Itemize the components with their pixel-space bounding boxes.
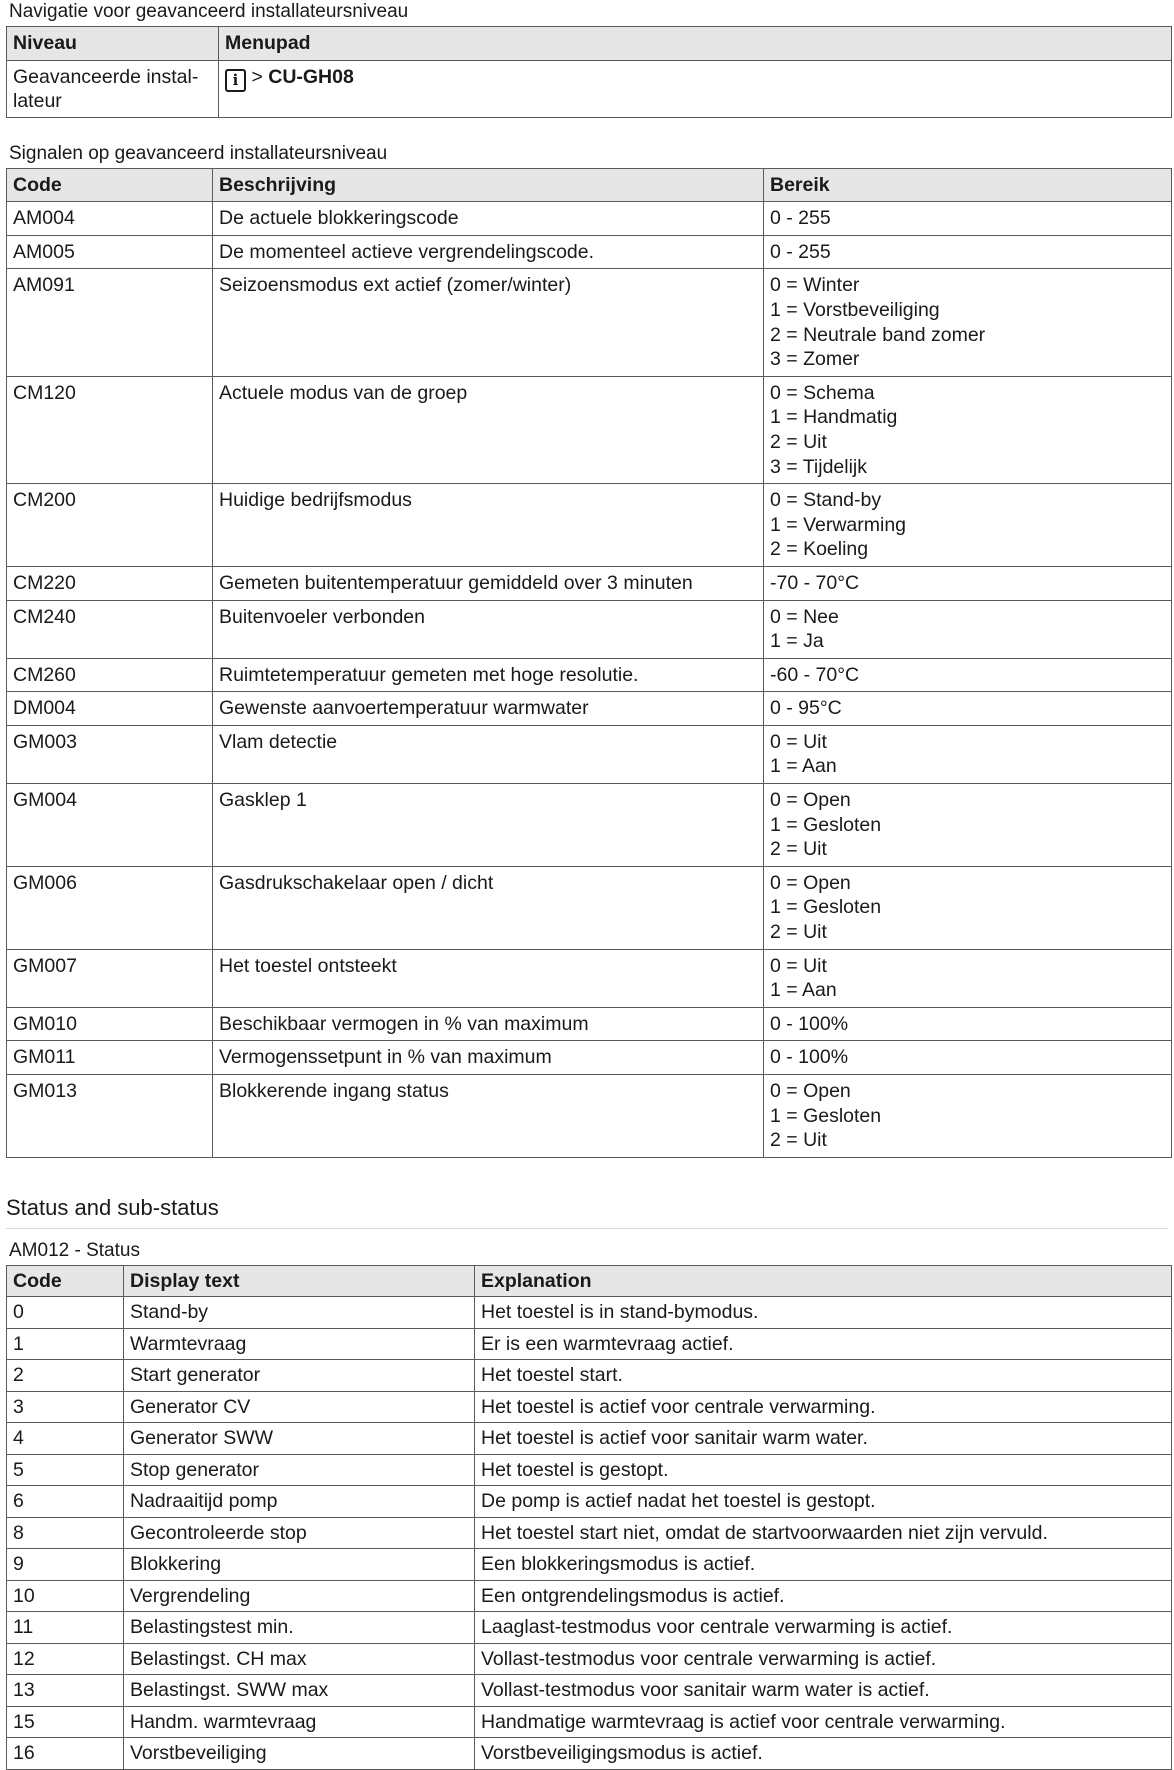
display-text-cell: Start generator [124, 1360, 475, 1392]
range-cell [764, 269, 1172, 376]
code-cell: AM004 [7, 202, 213, 236]
display-text-cell: Belastingst. CH max [124, 1643, 475, 1675]
status-caption: AM012 - Status [9, 1239, 140, 1261]
range-value: 2 = Uit [770, 1129, 827, 1152]
code-cell: GM013 [7, 1075, 213, 1158]
range-value: 3 = Tijdelijk [770, 455, 868, 478]
table-row [7, 1391, 1172, 1423]
header-beschrijving: Beschrijving [213, 168, 764, 202]
status-table [6, 1265, 1172, 1770]
display-text-cell: Belastingst. SWW max [124, 1675, 475, 1707]
display-text-cell: Stand-by [124, 1297, 475, 1329]
range-cell [764, 202, 1172, 236]
range-cell [764, 484, 1172, 567]
range-value: 2 = Koeling [770, 538, 869, 561]
explanation-cell: Laaglast-testmodus voor centrale verwarming is actief. [475, 1612, 1172, 1644]
description-cell: Het toestel ontsteekt [213, 949, 764, 1007]
table-row [7, 1643, 1172, 1675]
table-row [7, 1423, 1172, 1455]
range-value: 0 - 255 [770, 240, 831, 263]
display-text-cell: Vergrendeling [124, 1580, 475, 1612]
table-row [7, 1517, 1172, 1549]
table-row [7, 658, 1172, 692]
display-text-cell: Nadraaitijd pomp [124, 1486, 475, 1518]
signals-table [6, 168, 1172, 1158]
description-cell: Vermogenssetpunt in % van maximum [213, 1041, 764, 1075]
header-niveau: Niveau [7, 27, 219, 61]
code-cell: 16 [7, 1738, 124, 1770]
range-cell [764, 692, 1172, 726]
range-value: 1 = Gesloten [770, 813, 882, 836]
range-cell [764, 949, 1172, 1007]
code-cell: GM007 [7, 949, 213, 1007]
description-cell: Gasklep 1 [213, 784, 764, 867]
range-cell [764, 1041, 1172, 1075]
range-value: 0 - 100% [770, 1046, 849, 1069]
table-row [7, 1549, 1172, 1581]
navigation-caption: Navigatie voor geavanceerd installateursniveau [9, 1, 409, 22]
table-row [7, 725, 1172, 783]
description-cell: Beschikbaar vermogen in % van maximum [213, 1007, 764, 1041]
explanation-cell: Het toestel start niet, omdat de startvoorwaarden niet zijn vervuld. [475, 1517, 1172, 1549]
description-cell: Blokkerende ingang status [213, 1075, 764, 1158]
header-bereik: Bereik [764, 168, 1172, 202]
range-value: 0 = Open [770, 1080, 851, 1102]
range-value: 0 = Open [770, 789, 851, 812]
range-value: 0 - 100% [770, 1012, 849, 1035]
table-row [7, 1328, 1172, 1360]
explanation-cell: Vollast-testmodus voor sanitair warm water is actief. [475, 1675, 1172, 1707]
status-body [7, 1297, 1172, 1770]
code-cell: 12 [7, 1643, 124, 1675]
range-cell [764, 658, 1172, 692]
range-value: 0 = Uit [770, 954, 827, 977]
menupad-cell [219, 60, 1172, 117]
range-value: 1 = Aan [770, 755, 837, 778]
menupad-path: CU-GH08 [268, 65, 354, 88]
range-cell [764, 235, 1172, 269]
display-text-cell: Vorstbeveiliging [124, 1738, 475, 1770]
code-cell: CM200 [7, 484, 213, 567]
table-row [7, 949, 1172, 1007]
range-value: 2 = Uit [770, 838, 827, 861]
table-row [7, 1738, 1172, 1770]
code-cell: 2 [7, 1360, 124, 1392]
code-cell: CM220 [7, 566, 213, 600]
code-cell: GM010 [7, 1007, 213, 1041]
description-cell: Actuele modus van de groep [213, 376, 764, 483]
table-row [7, 202, 1172, 236]
info-icon: i [225, 69, 246, 92]
description-cell: Seizoensmodus ext actief (zomer/winter) [213, 269, 764, 376]
table-row [7, 866, 1172, 949]
description-cell: Huidige bedrijfsmodus [213, 484, 764, 567]
code-cell: 0 [7, 1297, 124, 1329]
code-cell: 13 [7, 1675, 124, 1707]
range-value: -70 - 70°C [770, 571, 860, 594]
range-value: 1 = Verwarming [770, 513, 907, 536]
code-cell: 9 [7, 1549, 124, 1581]
header-code: Code [7, 168, 213, 202]
code-cell: GM011 [7, 1041, 213, 1075]
description-cell: De momenteel actieve vergrendelingscode. [213, 235, 764, 269]
table-row [7, 1612, 1172, 1644]
range-value: 1 = Vorstbeveiliging [770, 298, 940, 321]
path-separator: > [251, 65, 263, 88]
table-row [7, 235, 1172, 269]
table-row [7, 600, 1172, 658]
header-explanation: Explanation [475, 1265, 1172, 1297]
table-row [7, 1454, 1172, 1486]
range-cell [764, 566, 1172, 600]
explanation-cell: Het toestel is gestopt. [475, 1454, 1172, 1486]
range-value: 1 = Handmatig [770, 406, 898, 429]
code-cell: AM005 [7, 235, 213, 269]
table-row [7, 269, 1172, 376]
code-cell: 3 [7, 1391, 124, 1423]
explanation-cell: Een blokkeringsmodus is actief. [475, 1549, 1172, 1581]
table-row [7, 784, 1172, 867]
range-cell [764, 376, 1172, 483]
display-text-cell: Generator SWW [124, 1423, 475, 1455]
code-cell: CM260 [7, 658, 213, 692]
code-cell: 8 [7, 1517, 124, 1549]
explanation-cell: Er is een warmtevraag actief. [475, 1328, 1172, 1360]
table-row [7, 566, 1172, 600]
range-cell [764, 1075, 1172, 1158]
description-cell: Gemeten buitentemperatuur gemiddeld over 3 minuten [213, 566, 764, 600]
display-text-cell: Handm. warmtevraag [124, 1706, 475, 1738]
display-text-cell: Blokkering [124, 1549, 475, 1581]
range-value: 2 = Uit [770, 430, 827, 453]
range-value: 0 = Schema [770, 381, 875, 404]
table-row [7, 60, 1172, 117]
level-cell: Geavanceerde instal- lateur [7, 60, 219, 117]
description-cell: Buitenvoeler verbonden [213, 600, 764, 658]
display-text-cell: Belastingstest min. [124, 1612, 475, 1644]
table-row [7, 484, 1172, 567]
range-value: 0 - 95°C [770, 697, 842, 720]
range-value: 0 = Winter [770, 274, 860, 297]
navigation-table [6, 26, 1172, 118]
code-cell: 15 [7, 1706, 124, 1738]
table-row [7, 1486, 1172, 1518]
code-cell: 5 [7, 1454, 124, 1486]
description-cell: De actuele blokkeringscode [213, 202, 764, 236]
header-menupad: Menupad [219, 27, 1172, 61]
range-cell [764, 866, 1172, 949]
header-display-text: Display text [124, 1265, 475, 1297]
range-value: -60 - 70°C [770, 663, 860, 686]
explanation-cell: De pomp is actief nadat het toestel is gestopt. [475, 1486, 1172, 1518]
range-cell [764, 784, 1172, 867]
range-value: 3 = Zomer [770, 348, 860, 371]
range-cell [764, 600, 1172, 658]
range-value: 1 = Ja [770, 630, 824, 653]
code-cell: AM091 [7, 269, 213, 376]
display-text-cell: Gecontroleerde stop [124, 1517, 475, 1549]
explanation-cell: Handmatige warmtevraag is actief voor centrale verwarming. [475, 1706, 1172, 1738]
table-row [7, 1007, 1172, 1041]
range-value: 0 = Nee [770, 605, 839, 628]
display-text-cell: Warmtevraag [124, 1328, 475, 1360]
description-cell: Ruimtetemperatuur gemeten met hoge resolutie. [213, 658, 764, 692]
table-row [7, 1360, 1172, 1392]
signals-caption: Signalen op geavanceerd installateursniveau [9, 142, 388, 164]
range-value: 0 - 255 [770, 207, 831, 230]
range-value: 1 = Aan [770, 979, 837, 1002]
display-text-cell: Generator CV [124, 1391, 475, 1423]
code-cell: CM240 [7, 600, 213, 658]
table-row [7, 1075, 1172, 1158]
code-cell: GM006 [7, 866, 213, 949]
code-cell: 6 [7, 1486, 124, 1518]
range-value: 2 = Uit [770, 921, 827, 944]
signals-body [7, 202, 1172, 1158]
range-value: 0 = Open [770, 871, 851, 894]
range-value: 1 = Gesloten [770, 896, 882, 919]
description-cell: Vlam detectie [213, 725, 764, 783]
code-cell: 11 [7, 1612, 124, 1644]
display-text-cell: Stop generator [124, 1454, 475, 1486]
explanation-cell: Het toestel start. [475, 1360, 1172, 1392]
explanation-cell: Het toestel is in stand-bymodus. [475, 1297, 1172, 1329]
code-cell: CM120 [7, 376, 213, 483]
explanation-cell: Vorstbeveiligingsmodus is actief. [475, 1738, 1172, 1770]
table-row [7, 1706, 1172, 1738]
range-value: 0 = Stand-by [770, 489, 882, 512]
table-row [7, 1297, 1172, 1329]
header-code: Code [7, 1265, 124, 1297]
explanation-cell: Het toestel is actief voor centrale verwarming. [475, 1391, 1172, 1423]
code-cell: DM004 [7, 692, 213, 726]
code-cell: GM004 [7, 784, 213, 867]
code-cell: GM003 [7, 725, 213, 783]
code-cell: 10 [7, 1580, 124, 1612]
table-row [7, 1041, 1172, 1075]
table-row [7, 692, 1172, 726]
range-value: 2 = Neutrale band zomer [770, 323, 986, 346]
code-cell: 4 [7, 1423, 124, 1455]
explanation-cell: Een ontgrendelingsmodus is actief. [475, 1580, 1172, 1612]
description-cell: Gasdrukschakelaar open / dicht [213, 866, 764, 949]
table-row [7, 376, 1172, 483]
range-value: 1 = Gesloten [770, 1104, 882, 1127]
description-cell: Gewenste aanvoertemperatuur warmwater [213, 692, 764, 726]
section-heading: Status and sub-status [6, 1194, 1168, 1229]
explanation-cell: Het toestel is actief voor sanitair warm water. [475, 1423, 1172, 1455]
range-cell [764, 725, 1172, 783]
range-cell [764, 1007, 1172, 1041]
table-row [7, 1580, 1172, 1612]
range-value: 0 = Uit [770, 730, 827, 753]
explanation-cell: Vollast-testmodus voor centrale verwarming is actief. [475, 1643, 1172, 1675]
code-cell: 1 [7, 1328, 124, 1360]
table-row [7, 1675, 1172, 1707]
